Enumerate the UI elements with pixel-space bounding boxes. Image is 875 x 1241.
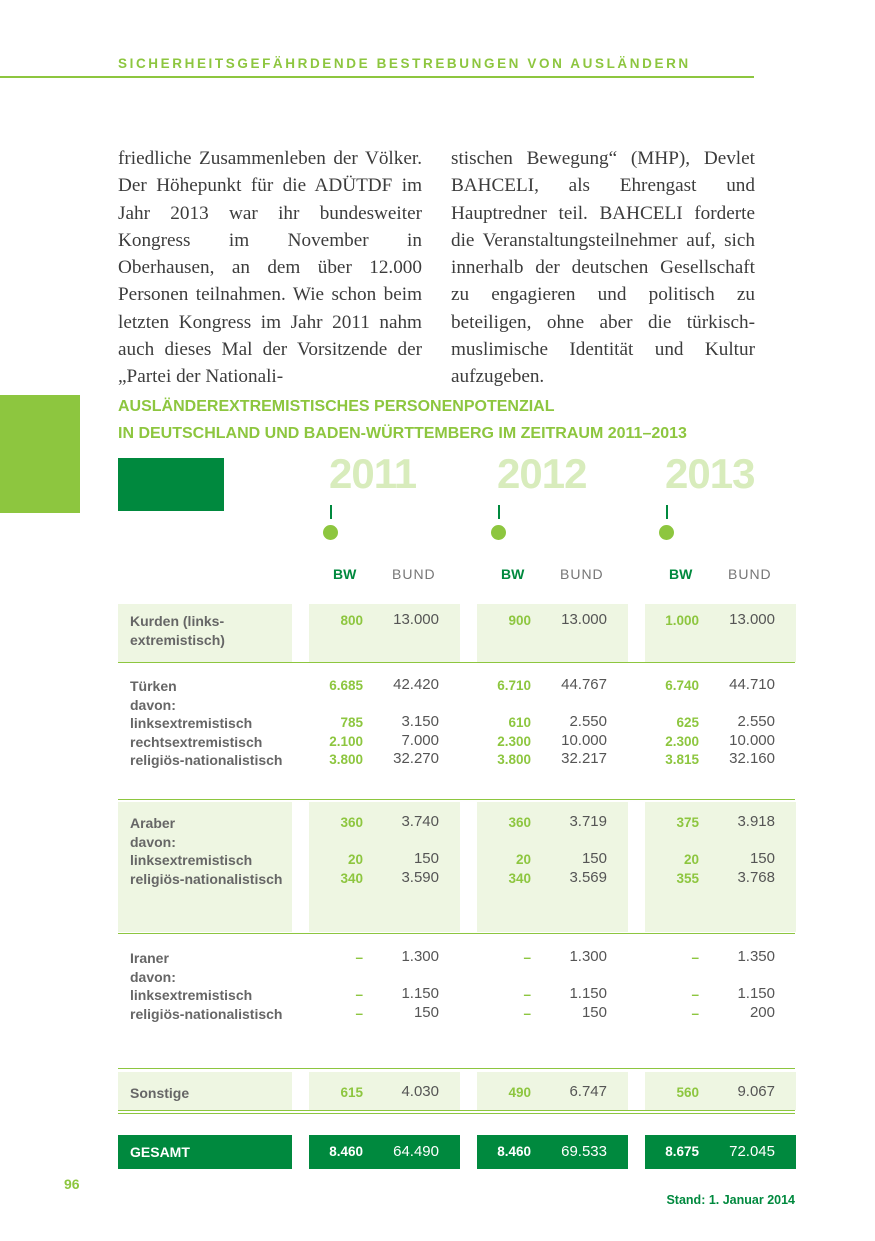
bund-value: 2.550 xyxy=(569,713,607,731)
bw-value: 375 xyxy=(676,815,699,830)
bw-value: 490 xyxy=(508,1085,531,1100)
bw-value: 625 xyxy=(676,715,699,731)
bund-value: 1.300 xyxy=(401,948,439,965)
bund-value: 9.067 xyxy=(737,1083,775,1100)
bund-value: 10.000 xyxy=(561,731,607,749)
bund-header: BUND xyxy=(728,566,772,582)
bw-value: 340 xyxy=(340,870,363,886)
body-text-right xyxy=(451,145,755,391)
total-bw-value: 8.460 xyxy=(497,1144,531,1159)
bw-value: 610 xyxy=(508,715,531,731)
paragraph-right: stischen Bewegung“ (MHP), Devlet BAHCELI, als Ehrengast und Hauptredner teil. BAHCELI forderte die Veranstaltungsteilnehmer auf, sich innerhalb der deutschen Gesellschaft zu engagieren und politisch zu beteiligen, ohne aber die türkisch-muslimische Identität und Kultur aufzugeben. xyxy=(451,148,755,388)
bund-value: 7.000 xyxy=(401,731,439,749)
bw-value: 20 xyxy=(515,852,531,868)
legend-box xyxy=(118,458,224,511)
bund-value: 3.569 xyxy=(569,868,607,886)
bund-value: 150 xyxy=(581,850,607,868)
bund-value: 3.918 xyxy=(737,813,775,830)
bw-value: – xyxy=(523,1005,531,1021)
bw-header: BW xyxy=(669,566,693,582)
year-dot xyxy=(323,525,338,540)
bund-value: 13.000 xyxy=(729,611,775,628)
row-label-line: rechtsextremistisch xyxy=(130,733,263,750)
bw-value: – xyxy=(691,987,699,1003)
bund-value: 150 xyxy=(749,850,775,868)
total-bund-value: 64.490 xyxy=(393,1143,439,1160)
total-label: GESAMT xyxy=(130,1144,190,1160)
total-bund-value: 69.533 xyxy=(561,1143,607,1160)
row-separator xyxy=(118,1113,795,1114)
row-label xyxy=(130,949,282,1023)
bw-value: 355 xyxy=(676,870,699,886)
header-rule xyxy=(0,76,754,78)
row-label-line: davon: xyxy=(130,696,176,713)
bw-value: 2.300 xyxy=(665,733,699,749)
row-label-line: religiös-nationalistisch xyxy=(130,1005,283,1022)
bw-header: BW xyxy=(501,566,525,582)
row-label-line: extremistisch) xyxy=(130,631,225,648)
table-title-line2: IN DEUTSCHLAND UND BADEN-WÜRTTEMBERG IM ZEITRAUM 2011–2013 xyxy=(118,425,687,442)
bund-value: 10.000 xyxy=(729,731,775,749)
row-label-line: Iraner xyxy=(130,950,169,966)
year-label: 2012 xyxy=(497,450,587,497)
bw-value: 560 xyxy=(676,1085,699,1100)
bund-value: 3.719 xyxy=(569,813,607,830)
total-bw-value: 8.675 xyxy=(665,1144,699,1159)
bw-value: 3.800 xyxy=(329,752,363,768)
year-tick xyxy=(666,505,668,519)
row-separator xyxy=(118,662,795,663)
bw-value: – xyxy=(523,987,531,1003)
year-tick xyxy=(330,505,332,519)
bund-value: 1.300 xyxy=(569,948,607,965)
bw-value: 6.740 xyxy=(665,678,699,693)
row-label-line: Türken xyxy=(130,678,177,694)
year-dot xyxy=(491,525,506,540)
bund-value: 13.000 xyxy=(561,611,607,628)
bw-value: 6.710 xyxy=(497,678,531,693)
bw-value: 2.300 xyxy=(497,733,531,749)
table-title xyxy=(118,393,687,447)
bw-value: – xyxy=(355,1005,363,1021)
row-label-line: davon: xyxy=(130,833,176,850)
bund-value: 2.550 xyxy=(737,713,775,731)
bund-value: 150 xyxy=(581,1003,607,1021)
row-label-line: religiös-nationalistisch xyxy=(130,752,283,769)
bw-value: – xyxy=(523,950,531,965)
page-number: 96 xyxy=(64,1176,80,1192)
row-label xyxy=(130,677,282,770)
bund-value: 3.768 xyxy=(737,868,775,886)
bund-header: BUND xyxy=(560,566,604,582)
table-title-line1: AUSLÄNDEREXTREMISTISCHES PERSONENPOTENZIAL xyxy=(118,398,555,415)
row-label xyxy=(130,1084,189,1103)
bw-value: 900 xyxy=(508,613,531,628)
bund-value: 3.740 xyxy=(401,813,439,830)
bund-value: 42.420 xyxy=(393,676,439,693)
row-separator xyxy=(118,799,795,800)
bw-value: 20 xyxy=(347,852,363,868)
row-label xyxy=(130,814,282,888)
bw-header: BW xyxy=(333,566,357,582)
chapter-tab xyxy=(0,395,80,513)
row-separator xyxy=(118,1068,795,1069)
bund-value: 3.150 xyxy=(401,713,439,731)
bund-header: BUND xyxy=(392,566,436,582)
bund-value: 1.150 xyxy=(737,985,775,1003)
bw-value: 785 xyxy=(340,715,363,731)
row-label-line: Araber xyxy=(130,815,176,831)
bund-value: 200 xyxy=(749,1003,775,1021)
bw-value: 1.000 xyxy=(665,613,699,628)
bw-value: 3.815 xyxy=(665,752,699,768)
total-bund-value: 72.045 xyxy=(729,1143,775,1160)
bund-value: 4.030 xyxy=(401,1083,439,1100)
total-bw-value: 8.460 xyxy=(329,1144,363,1159)
row-label-line: Kurden (links- xyxy=(130,613,225,629)
bund-value: 150 xyxy=(413,850,439,868)
bw-value: 2.100 xyxy=(329,733,363,749)
bund-value: 1.150 xyxy=(569,985,607,1003)
bw-value: – xyxy=(355,950,363,965)
bund-value: 1.150 xyxy=(401,985,439,1003)
bw-value: 360 xyxy=(508,815,531,830)
stand-date: Stand: 1. Januar 2014 xyxy=(666,1193,795,1207)
bw-value: 615 xyxy=(340,1085,363,1100)
bund-value: 32.217 xyxy=(561,750,607,768)
year-dot xyxy=(659,525,674,540)
body-text-left xyxy=(118,145,422,391)
year-label: 2013 xyxy=(665,450,755,497)
bw-value: – xyxy=(355,987,363,1003)
bund-value: 44.710 xyxy=(729,676,775,693)
row-label-line: religiös-nationalistisch xyxy=(130,870,283,887)
year-label: 2011 xyxy=(329,450,417,497)
bw-value: 340 xyxy=(508,870,531,886)
year-tick xyxy=(498,505,500,519)
bw-value: – xyxy=(691,950,699,965)
bw-value: 6.685 xyxy=(329,678,363,693)
row-label-line: linksextremistisch xyxy=(130,852,253,869)
bund-value: 1.350 xyxy=(737,948,775,965)
bund-value: 150 xyxy=(413,1003,439,1021)
row-label xyxy=(130,612,225,649)
bund-value: 32.270 xyxy=(393,750,439,768)
bw-value: – xyxy=(691,1005,699,1021)
row-separator xyxy=(118,933,795,934)
paragraph-left: friedliche Zusammenleben der Völker. Der Höhepunkt für die ADÜTDF im Jahr 2013 war ihr bundesweiter Kongress im November in Oberhausen, an dem über 12.000 Personen teilnahmen. Wie schon beim letzten Kongress im Jahr 2011 nahm auch dieses Mal der Vorsitzende der „Partei der Nationali- xyxy=(118,148,422,388)
bw-value: 3.800 xyxy=(497,752,531,768)
bund-value: 6.747 xyxy=(569,1083,607,1100)
bund-value: 13.000 xyxy=(393,611,439,628)
bund-value: 32.160 xyxy=(729,750,775,768)
bw-value: 800 xyxy=(340,613,363,628)
bw-value: 20 xyxy=(683,852,699,868)
row-label-line: linksextremistisch xyxy=(130,987,253,1004)
bund-value: 3.590 xyxy=(401,868,439,886)
running-head: SICHERHEITSGEFÄHRDENDE BESTREBUNGEN VON AUSLÄNDERN xyxy=(118,56,691,71)
bund-value: 44.767 xyxy=(561,676,607,693)
bw-value: 360 xyxy=(340,815,363,830)
row-label-line: linksextremistisch xyxy=(130,715,253,732)
row-label-line: davon: xyxy=(130,968,176,985)
row-separator xyxy=(118,1110,795,1111)
row-label-line: Sonstige xyxy=(130,1085,190,1101)
